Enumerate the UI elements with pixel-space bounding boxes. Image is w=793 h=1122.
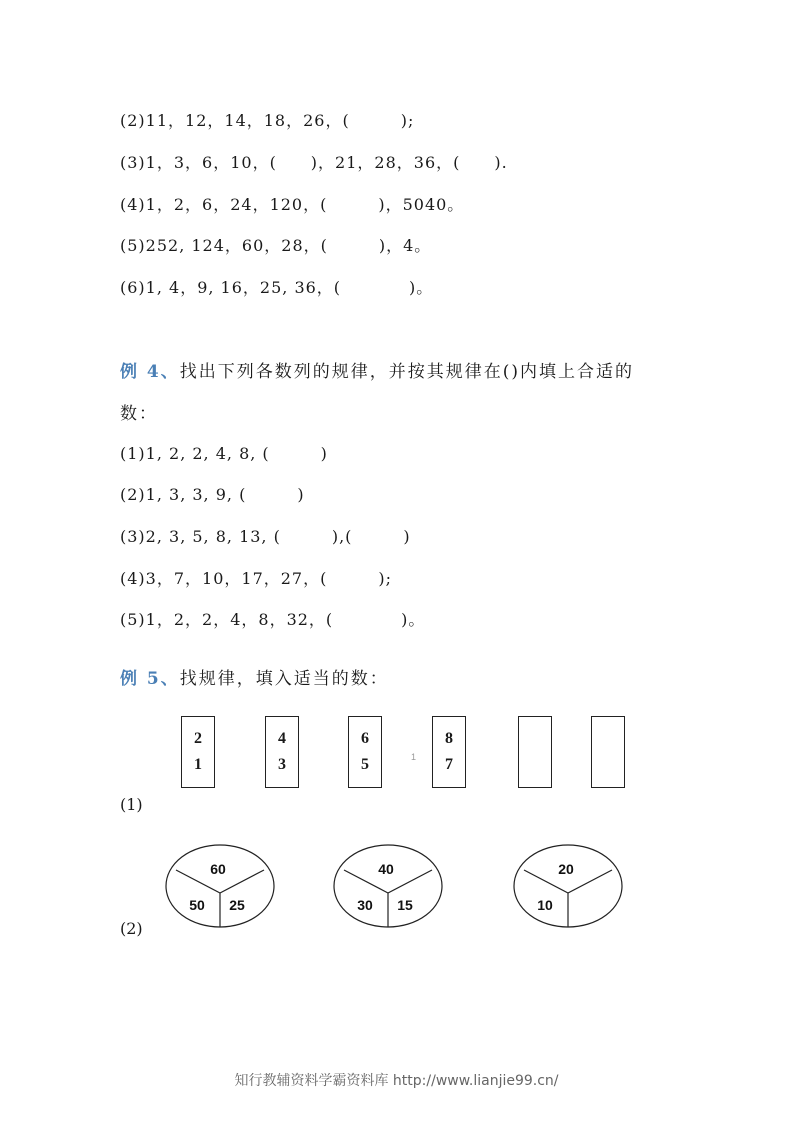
oval-left-number: 50 <box>189 897 205 913</box>
part2-label: (2) <box>120 919 143 938</box>
ex5-lead: 例 5、 <box>120 669 180 689</box>
ex3-item-5: (5)252, 124，60，28，( )，4。 <box>120 236 432 255</box>
divided-oval <box>332 843 444 929</box>
ex5-text: 找规律，填入适当的数： <box>179 669 389 689</box>
box-bottom-number: 3 <box>278 756 286 773</box>
ex4-text-cont: 数： <box>120 404 158 424</box>
box-bottom-number: 7 <box>445 756 453 773</box>
oval-top-number: 40 <box>378 861 394 877</box>
part1-label: (1) <box>120 795 143 814</box>
ex3-item-2: (2)11，12，14，18，26，( ); <box>120 111 415 130</box>
box-top-number: 8 <box>445 730 453 747</box>
ex4-item-5: (5)1，2，2，4，8，32，( )。 <box>120 610 426 629</box>
ex5-heading <box>120 664 389 689</box>
number-box <box>181 716 215 788</box>
oval-left-number: 30 <box>357 897 373 913</box>
ex3-item-3: (3)1，3，6，10，( )，21，28，36，( ). <box>120 153 508 172</box>
oval-top-number: 60 <box>210 861 226 877</box>
box-bottom-number: 5 <box>361 756 369 773</box>
oval-left-number: 10 <box>537 897 553 913</box>
ex4-item-3: (3)2, 3, 5, 8, 13, ( ),( ) <box>120 527 411 546</box>
ex4-item-1: (1)1, 2, 2, 4, 8, ( ) <box>120 444 328 463</box>
oval-right-number: 15 <box>397 897 413 913</box>
number-box <box>432 716 466 788</box>
box-top-number: 6 <box>361 730 369 747</box>
empty-box <box>591 716 625 788</box>
oval-right-number: 25 <box>229 897 245 913</box>
divided-oval <box>164 843 276 929</box>
box-top-number: 2 <box>194 730 202 747</box>
number-box <box>265 716 299 788</box>
ex4-item-4: (4)3，7，10，17，27，( ); <box>120 569 392 588</box>
ex4-text: 找出下列各数列的规律，并按其规律在()内填上合适的 <box>179 362 635 382</box>
ex4-lead: 例 4、 <box>120 362 180 382</box>
oval-top-number: 20 <box>558 861 574 877</box>
number-box <box>348 716 382 788</box>
footer-watermark: 知行教辅资料学霸资料库 http://www.lianjie99.cn/ <box>234 1073 559 1089</box>
ex3-item-6: (6)1, 4，9, 16，25, 36，( )。 <box>120 278 434 297</box>
box-bottom-number: 1 <box>194 756 202 773</box>
divided-oval <box>512 843 624 929</box>
empty-box <box>518 716 552 788</box>
ex4-heading <box>120 357 634 382</box>
stray-mark: 1 <box>411 752 417 762</box>
box-top-number: 4 <box>278 730 286 747</box>
ex4-item-2: (2)1, 3, 3, 9, ( ) <box>120 485 305 504</box>
ex3-item-4: (4)1，2，6，24，120，( )，5040。 <box>120 195 465 214</box>
